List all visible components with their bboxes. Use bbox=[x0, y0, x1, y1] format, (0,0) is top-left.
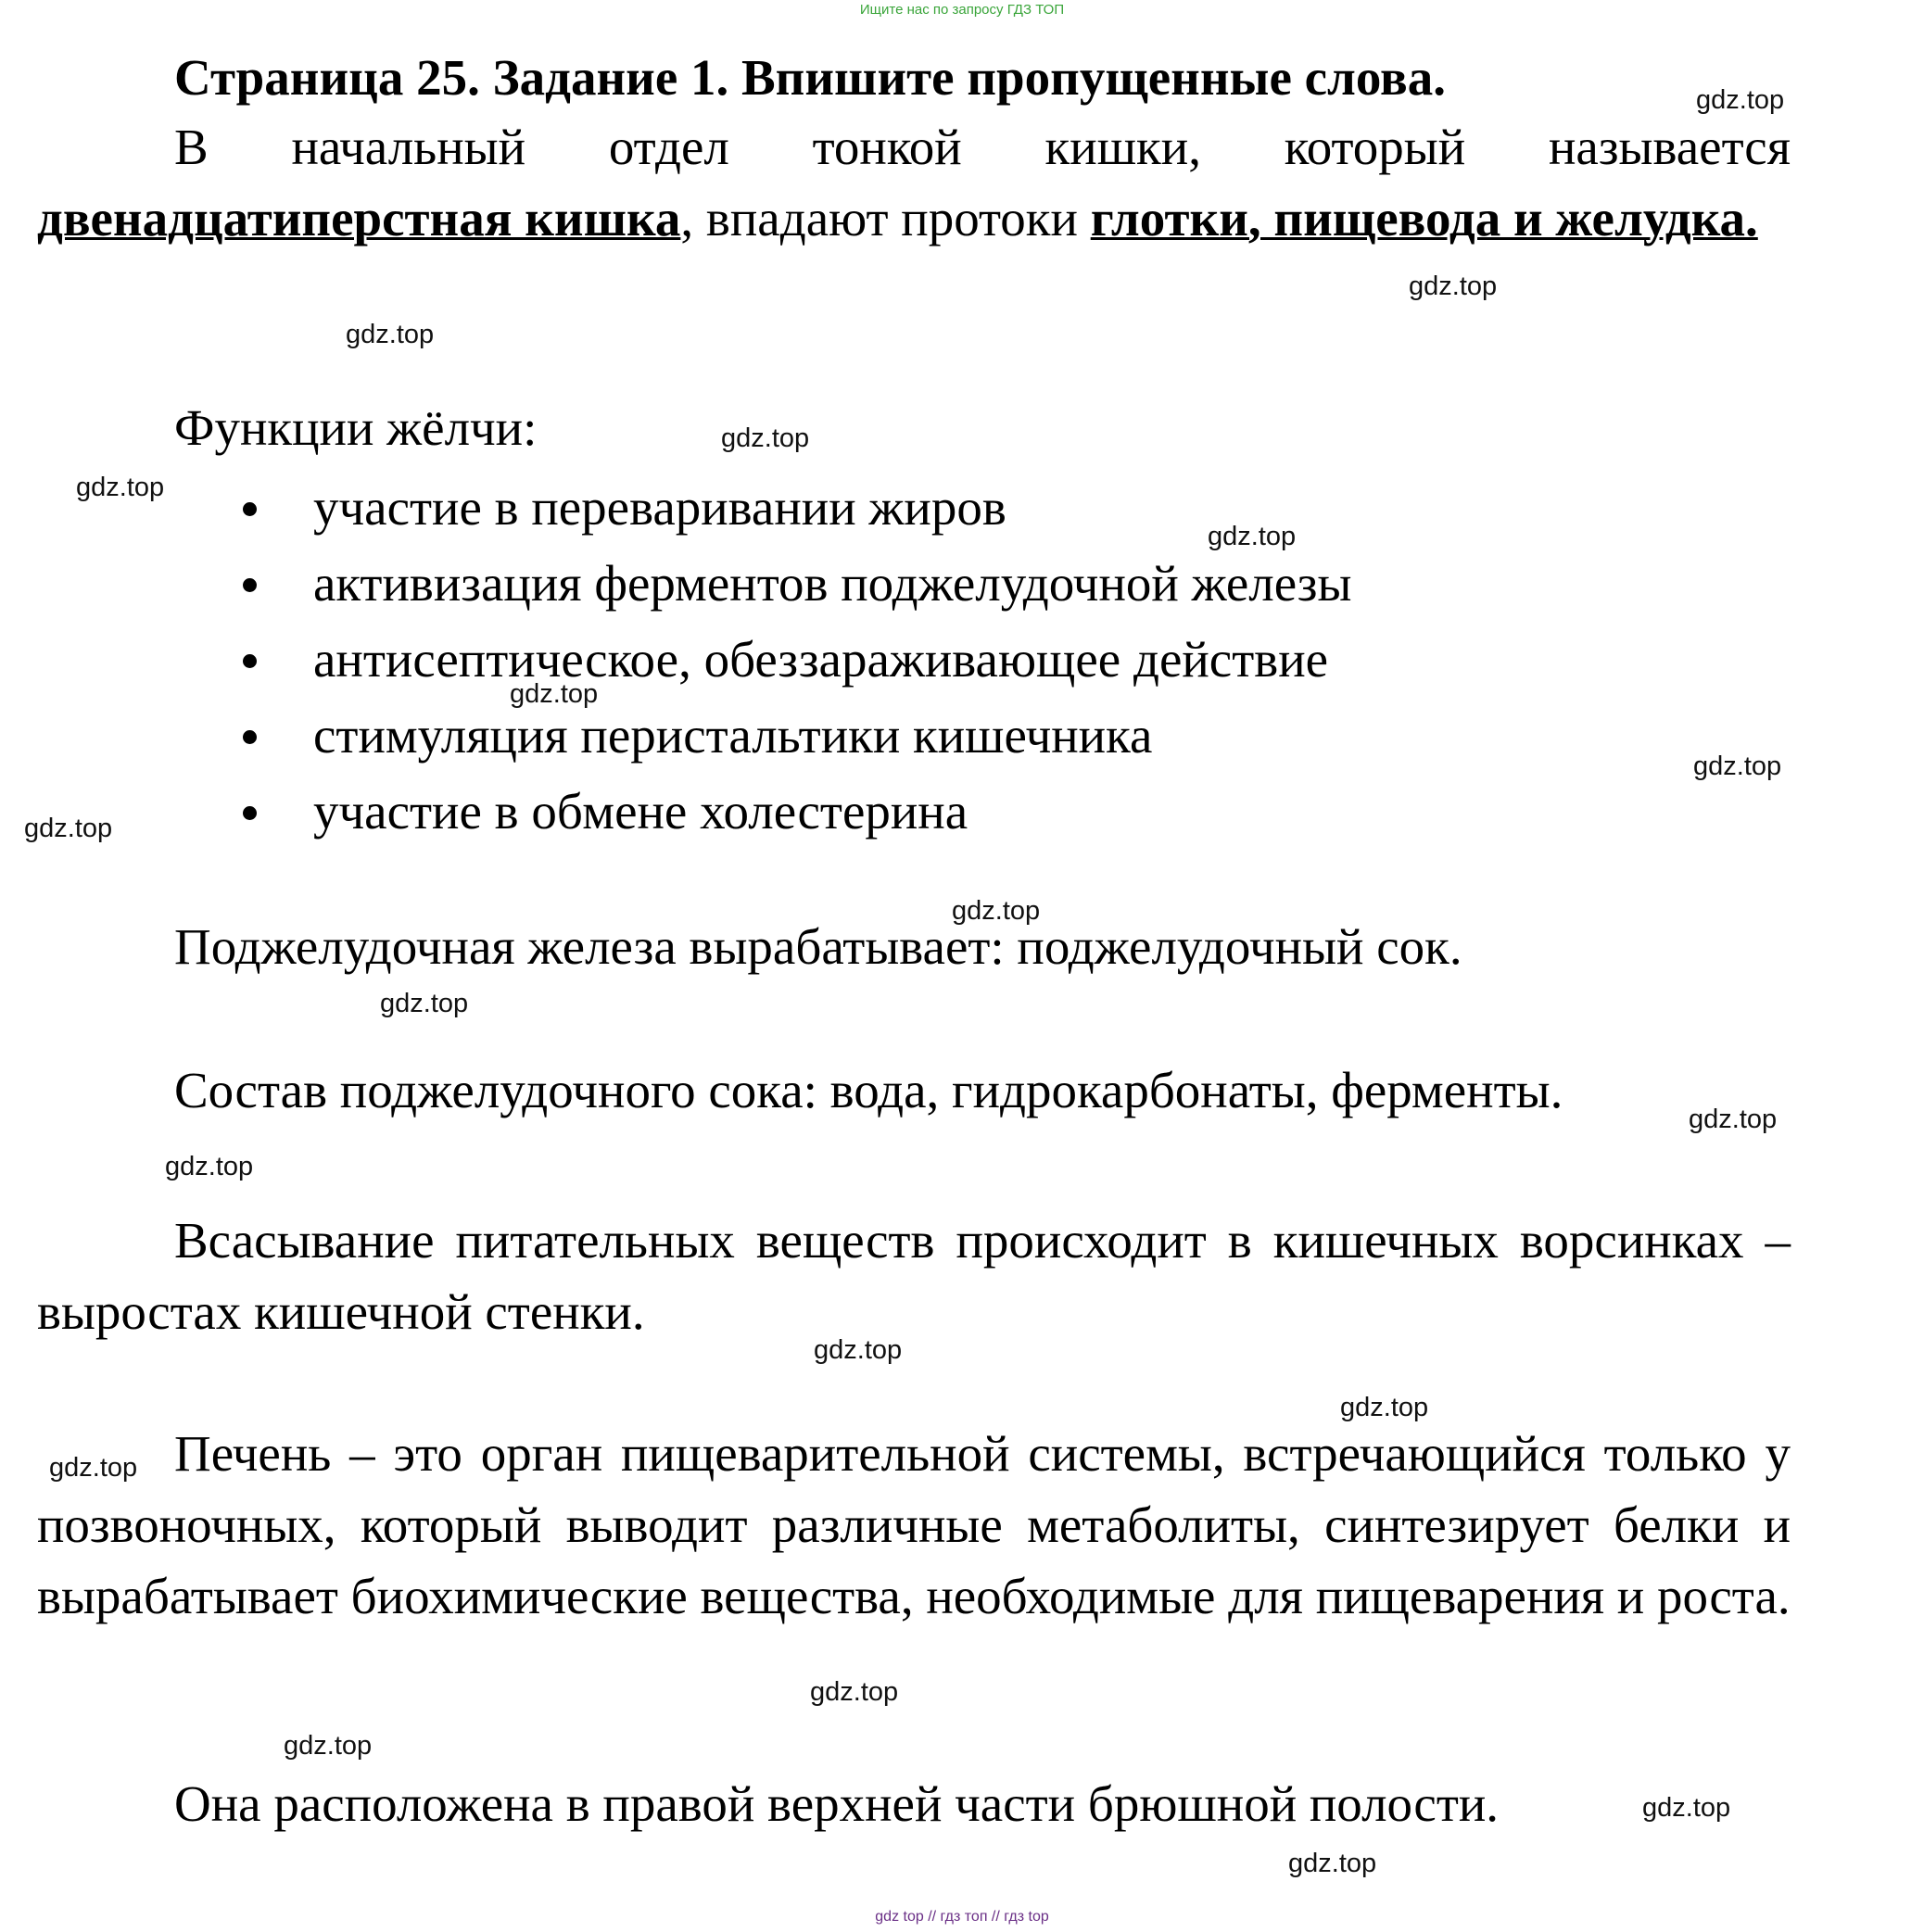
bottom-banner: gdz top // гдз топ // гдз top bbox=[875, 1909, 1049, 1925]
bile-heading: Функции жёлчи: bbox=[174, 399, 538, 456]
paragraph-duodenum bbox=[37, 111, 1791, 254]
paragraph-text: , впадают протоки bbox=[680, 190, 1091, 246]
list-item-text: активизация ферментов поджелудочной железы bbox=[313, 555, 1352, 612]
watermark: gdz.top bbox=[952, 896, 1041, 926]
bullet-icon bbox=[243, 730, 257, 744]
list-item bbox=[243, 778, 1351, 854]
bile-functions-list bbox=[243, 474, 1351, 854]
list-item-text: участие в переваривании жиров bbox=[313, 479, 1006, 536]
watermark: gdz.top bbox=[1696, 85, 1785, 115]
absorption-paragraph: Всасывание питательных веществ происходит в кишечных ворсинках – выростах кишечной стенки. bbox=[37, 1212, 1791, 1340]
list-item bbox=[243, 474, 1351, 550]
watermark: gdz.top bbox=[346, 320, 435, 349]
watermark: gdz.top bbox=[814, 1335, 903, 1365]
list-item bbox=[243, 702, 1351, 778]
watermark: gdz.top bbox=[284, 1731, 373, 1761]
location-line: Она расположена в правой верхней части брюшной полости. bbox=[174, 1775, 1500, 1832]
bullet-icon bbox=[243, 502, 257, 516]
watermark: gdz.top bbox=[810, 1677, 899, 1707]
watermark: gdz.top bbox=[1642, 1793, 1731, 1823]
bullet-icon bbox=[243, 654, 257, 668]
pancreas-line: Поджелудочная железа вырабатывает: поджелудочный сок. bbox=[174, 918, 1462, 975]
bullet-icon bbox=[243, 578, 257, 592]
watermark: gdz.top bbox=[1208, 522, 1297, 551]
list-item bbox=[243, 626, 1351, 702]
watermark: gdz.top bbox=[49, 1453, 138, 1483]
watermark: gdz.top bbox=[1409, 271, 1498, 301]
page-title: Страница 25. Задание 1. Впишите пропущенные слова. bbox=[174, 49, 1446, 106]
paragraph-text: В начальный отдел тонкой кишки, который называется bbox=[174, 119, 1791, 175]
top-banner: Ищите нас по запросу ГДЗ ТОП bbox=[859, 2, 1065, 18]
bullet-icon bbox=[243, 806, 257, 820]
list-item-text: участие в обмене холестерина bbox=[313, 783, 968, 840]
watermark: gdz.top bbox=[380, 989, 469, 1018]
watermark: gdz.top bbox=[165, 1152, 254, 1181]
answer-ducts: глотки, пищевода и желудка. bbox=[1090, 190, 1758, 246]
watermark: gdz.top bbox=[1693, 751, 1782, 781]
watermark: gdz.top bbox=[24, 814, 113, 843]
watermark: gdz.top bbox=[721, 423, 810, 453]
answer-duodenum: двенадцатиперстная кишка bbox=[37, 190, 681, 246]
watermark: gdz.top bbox=[1340, 1393, 1429, 1422]
watermark: gdz.top bbox=[76, 473, 165, 502]
liver-paragraph: Печень – это орган пищеварительной системы, встречающийся только у позвоночных, который выводит различные метаболиты, синтезирует белки и вырабатывает биохимические вещества, необходимые для пищеварения и роста. bbox=[37, 1425, 1791, 1624]
watermark: gdz.top bbox=[1689, 1105, 1778, 1134]
list-item-text: антисептическое, обеззараживающее действие bbox=[313, 631, 1329, 688]
juice-line: Состав поджелудочного сока: вода, гидрокарбонаты, ферменты. bbox=[174, 1062, 1563, 1118]
list-item bbox=[243, 550, 1351, 626]
watermark: gdz.top bbox=[510, 679, 599, 709]
watermark: gdz.top bbox=[1288, 1849, 1377, 1878]
list-item-text: стимуляция перистальтики кишечника bbox=[313, 707, 1153, 764]
